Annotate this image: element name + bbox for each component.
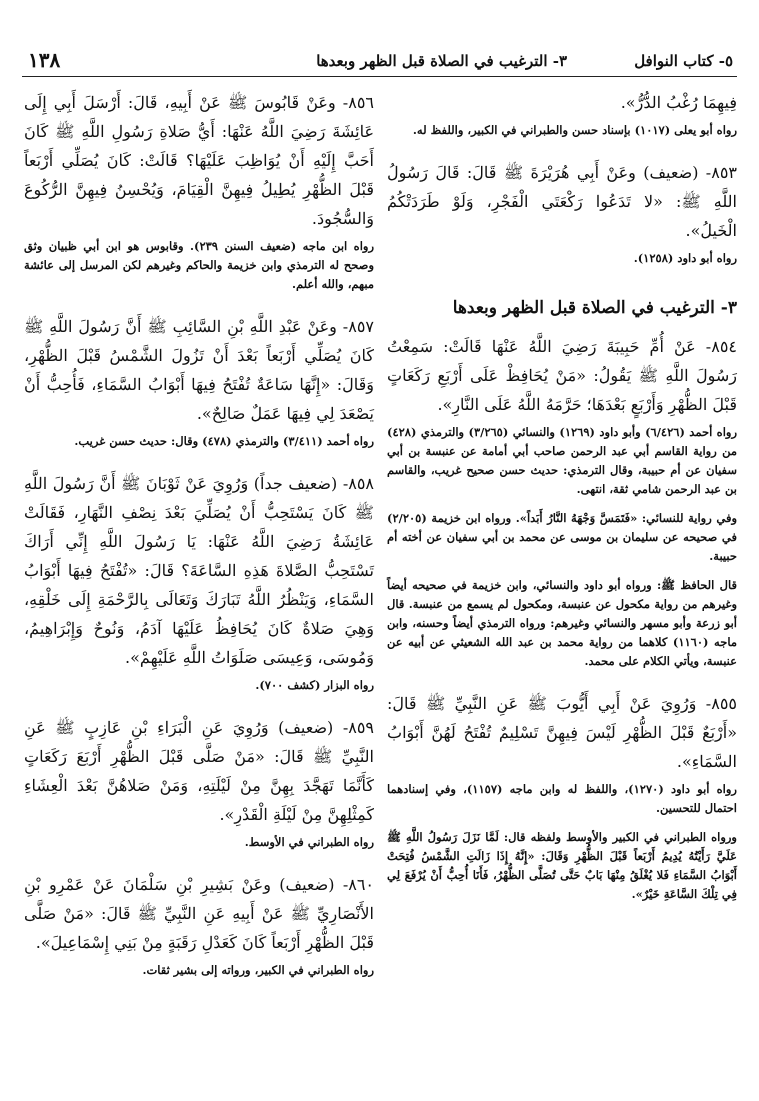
source-note-854a: رواه أحمد (٦/٤٢٦) وأبو داود (١٢٦٩) والنسائي (٣/٢٦٥) والترمذي (٤٢٨) من رواية القاسم أبي عبد الرحمن صاحب أبي أمامة عن عنبسة بن أبي سفيان عن أم حبيبة، وقال الترمذي: حديث حسن صحيح غريب، والقاسم بن عبد الرحمن شامي ثقة، انتهى. (387, 425, 737, 496)
chapter-title: ٥- كتاب النوافل (634, 52, 733, 70)
source-note-858: رواه البزار (كشف ٧٠٠). (255, 678, 374, 692)
hadith-856: ٨٥٦- وعَنْ قَابُوسَ ﷺ عَنْ أَبِيهِ، قَالَ: أَرْسَلَ أَبِي إِلَى عَائِشَةَ رَضِيَ اللَّهُ عَنْهَا: أَيُّ صَلاةِ رَسُولِ اللَّهِ ﷺ كَانَ أَحَبَّ إِلَيْهِ أَنْ يُوَاظِبَ عَلَيْهَا؟ قَالَتْ: كَانَ يُصَلِّي أَرْبَعاً قَبْلَ الظُّهْرِ يُطِيلُ فِيهِنَّ الْقِيَامَ، وَيُحْسِنُ فِيهِنَّ الرُّكُوعَ وَالسُّجُودَ. (24, 93, 374, 228)
source-note-860: رواه الطبراني في الكبير، ورواته إلى بشير ثقات. (142, 963, 374, 977)
hadith-853: ٨٥٣- (ضعيف) وعَنْ أَبِي هُرَيْرَةَ ﷺ قَالَ: قَالَ رَسُولُ اللَّهِ ﷺ: «لا تَدَعُوا رَكْعَتَي الْفَجْرِ، وَلَوْ طَرَدَتْكُمُ الْخَيلُ». (387, 163, 737, 240)
page-number: ١٣٨ (28, 48, 61, 72)
hadith-858: ٨٥٨- (ضعيف جداً) وَرُوِيَ عَنْ ثَوْبَانَ ﷺ أَنَّ رَسُولَ اللَّهِ ﷺ كَانَ يَسْتَحِبُّ أَنْ يُصَلِّيَ بَعْدَ نِصْفِ النَّهَارِ، فَقَالَتْ عَائِشَةُ رَضِيَ اللَّهُ عَنْهَا: يَا رَسُولَ اللَّهِ إِنِّي أَرَاكَ تَسْتَحِبُّ الصَّلاةَ هَذِهِ السَّاعَةَ؟ قَالَ: «تُفْتَحُ فِيهَا أَبْوَابُ السَّمَاءِ، وَيَنْظُرُ اللَّهُ تَبَارَكَ وَتَعَالَى بِالرَّحْمَةِ إِلَى خَلْقِهِ، وَهِيَ صَلاةٌ كَانَ يُحَافِظُ عَلَيْهَا آدَمُ، وَنُوحٌ وَإِبْرَاهِيمُ، وَمُوسَى، وَعِيسَى صَلَوَاتُ اللَّهِ عَلَيْهِمْ». (24, 474, 374, 667)
source-note-854b: وفي رواية للنسائي: «فَتَمَسَّ وَجْهَهُ النَّارُ أَبَداً». ورواه ابن خزيمة (٢/٢٠٥) في صحيحه عن سليمان بن موسى عن محمد بن أبي سفيان عن أخته أم حبيبة. (387, 511, 737, 563)
hadith-854: ٨٥٤- عَنْ أُمِّ حَبِيبَةَ رَضِيَ اللَّهُ عَنْهَا قَالَتْ: سَمِعْتُ رَسُولَ اللَّهِ ﷺ يَقُولُ: «مَنْ يُحَافِظْ عَلَى أَرْبَعِ رَكَعَاتٍ قَبْلَ الظُّهْرِ وَأَرْبَعٍ بَعْدَهَا؛ حَرَّمَهُ اللَّهُ عَلَى النَّارِ». (387, 337, 737, 414)
hadith-860: ٨٦٠- (ضعيف) وعَنْ بَشِيرِ بْنِ سَلْمَانَ عَنْ عَمْرِو بْنِ الأَنْصَارِيِّ ﷺ عَنْ أَبِيهِ عَنِ النَّبِيِّ ﷺ قَالَ: «مَنْ صَلَّى قَبْلَ الظُّهْرِ أَرْبَعاً كَانَ كَعَدْلِ رَقَبَةٍ مِنْ بَنِي إِسْمَاعِيلَ». (24, 875, 374, 952)
source-note-856: رواه ابن ماجه (ضعيف السنن ٢٣٩). وقابوس هو ابن أبي ظبيان وثق وصحح له الترمذي وابن خزيمة والحاكم وغيرهم لكن المرسل إلى عائشة مبهم، والله أعلم. (24, 239, 374, 291)
hadith-855: ٨٥٥- وَرُوِيَ عَنْ أَبِي أَيُّوبَ ﷺ عَنِ النَّبِيِّ ﷺ قَالَ: «أَرْبَعٌ قَبْلَ الظُّهْرِ لَيْسَ فِيهِنَّ تَسْلِيمٌ تُفْتَحُ لَهُنَّ أَبْوَابُ السَّمَاءِ». (387, 694, 737, 771)
hadith-857: ٨٥٧- وعَنْ عَبْدِ اللَّهِ بْنِ السَّائِبِ ﷺ أَنَّ رَسُولَ اللَّهِ ﷺ كَانَ يُصَلِّي أَرْبَعاً بَعْدَ أَنْ تَزُولَ الشَّمْسُ قَبْلَ الظُّهْرِ، وَقَالَ: «إِنَّهَا سَاعَةٌ تُفْتَحُ فِيهَا أَبْوَابُ السَّمَاءِ، فَأُحِبُّ أَنْ يَصْعَدَ لِي فِيهَا عَمَلٌ صَالِحٌ». (24, 317, 374, 423)
section-running-title: ٣- الترغيب في الصلاة قبل الظهر وبعدها (316, 52, 567, 70)
source-note-853: رواه أبو داود (١٢٥٨). (633, 251, 737, 265)
source-note-855a: رواه أبو داود (١٢٧٠)، واللفظ له وابن ماجه (١١٥٧)، وفي إسنادهما احتمال للتحسين. (387, 782, 737, 815)
source-note-859: رواه الطبراني في الأوسط. (244, 835, 374, 849)
hadith-continuation: فِيهِمَا رُغْبُ الدُّرُّ». (620, 93, 737, 112)
page-header (22, 48, 737, 77)
section-heading: ٣- الترغيب في الصلاة قبل الظهر وبعدها (452, 298, 737, 318)
hadith-859: ٨٥٩- (ضعيف) وَرُوِيَ عَنِ الْبَرَاءِ بْنِ عَازِبٍ ﷺ عَنِ النَّبِيِّ ﷺ قَالَ: «مَنْ صَلَّى قَبْلَ الظُّهْرِ أَرْبَعَ رَكَعَاتٍ كَأَنَّمَا تَهَجَّدَ بِهِنَّ مِنْ لَيْلَتِهِ، وَمَنْ صَلاهُنَّ بَعْدَ الْعِشَاءِ كَمِثْلِهِنَّ مِنْ لَيْلَةِ الْقَدْرِ». (24, 718, 374, 824)
right-column (387, 88, 737, 914)
source-note-857: رواه أحمد (٣/٤١١) والترمذي (٤٧٨) وقال: حديث حسن غريب. (74, 434, 374, 448)
left-column (24, 88, 374, 990)
source-note-854c: قال الحافظ ﷺ: ورواه أبو داود والنسائي، وابن خزيمة في صحيحه أيضاً وغيرهم من رواية مكحول عن عنبسة، ومكحول لم يسمع من عنبسة. قال أبو زرعة وأبو مسهر والنسائي وغيرهم: ورواه الترمذي أيضاً وحسنه، وابن ماجه (١١٦٠) كلاهما من رواية محمد بن عبد الله الشعيثي عن أبيه عن عنبسة، ويأتي الكلام على محمد. (387, 578, 737, 668)
source-note: رواه أبو يعلى (١٠١٧) بإسناد حسن والطبراني في الكبير، واللفظ له. (412, 123, 737, 137)
source-note-855b: ورواه الطبراني في الكبير والأوسط ولفظه قال: لَمَّا نَزَلَ رَسُولُ اللَّهِ ﷺ عَلَيَّ رَأَيْتُهُ يُدِيمُ أَرْبَعاً قَبْلَ الظُّهْرِ وَقَالَ: «إِنَّهُ إِذَا زَالَتِ الشَّمْسُ فُتِحَتْ أَبْوَابُ السَّمَاءِ فَلا يُغْلَقُ مِنْهَا بَابٌ حَتَّى تُصَلَّى الظُّهْرُ، فَأَنَا أُحِبُّ أَنْ يُرْفَعَ لِي فِي تِلْكَ السَّاعَةِ خَيْرٌ». (387, 830, 737, 901)
